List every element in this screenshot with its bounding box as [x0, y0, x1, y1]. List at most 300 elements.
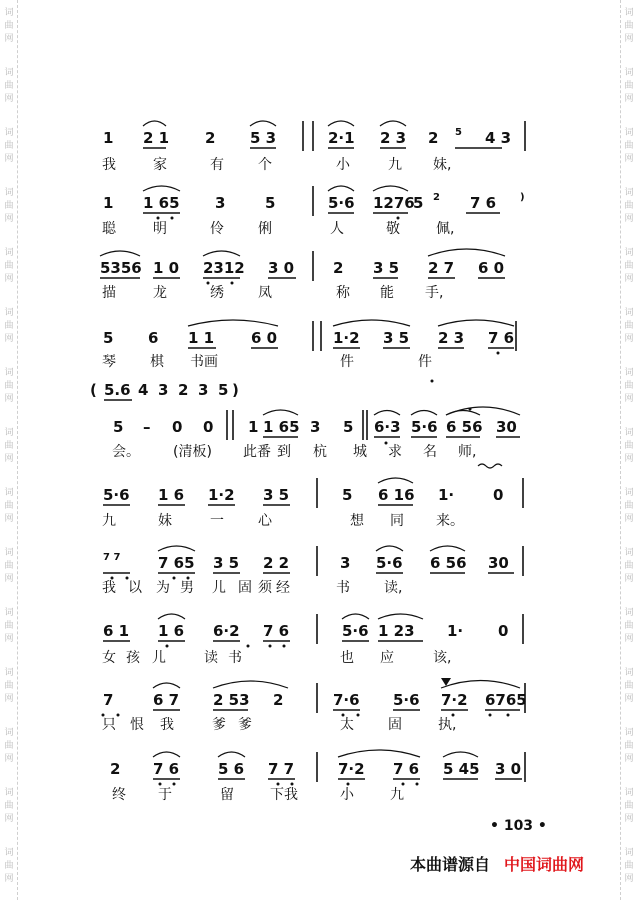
note-text: 5·6	[328, 194, 355, 212]
note-text: 6·3	[374, 418, 401, 436]
note-text: 1 65	[143, 194, 180, 212]
slur-arc	[250, 121, 276, 126]
watermark-char: 网	[4, 514, 14, 524]
note-text: 5.6	[104, 381, 131, 399]
watermark-char: 词	[624, 248, 634, 258]
watermark-char: 曲	[4, 141, 14, 151]
lyric-text: 有	[210, 157, 224, 173]
note-text: 5·6	[376, 554, 403, 572]
watermark-char: 词	[4, 368, 14, 378]
note-text: 4 3	[485, 129, 512, 147]
watermark-char: 曲	[4, 381, 14, 391]
watermark-char: 网	[624, 754, 634, 764]
note-text: 1·	[447, 622, 464, 640]
note-text: 0	[493, 486, 504, 504]
watermark-char: 曲	[624, 81, 634, 91]
lyric-text: 明	[153, 221, 167, 237]
watermark-char: 曲	[624, 21, 634, 31]
wave-mark	[478, 464, 502, 468]
watermark-char: 网	[624, 394, 634, 404]
note-text: 2	[428, 129, 439, 147]
watermark-char: 曲	[624, 261, 634, 271]
note-text: 1 1	[188, 329, 215, 347]
watermark-char: 词	[624, 608, 634, 618]
octave-dot	[157, 217, 160, 220]
note-text: 7 6	[153, 760, 180, 778]
watermark-char: 词	[624, 728, 634, 738]
note-text: 6 1	[103, 622, 130, 640]
watermark-char: 曲	[4, 741, 14, 751]
watermark-char: 词	[624, 548, 634, 558]
note-text: 1	[103, 194, 114, 212]
octave-dot	[277, 783, 280, 786]
lyric-text: 小	[336, 157, 350, 173]
octave-dot	[117, 714, 120, 717]
slur-arc	[100, 251, 140, 256]
slur-arc	[378, 614, 423, 619]
lyric-text: 会。	[112, 444, 140, 460]
watermark-char: 词	[4, 848, 14, 858]
note-text: 1 6	[158, 486, 185, 504]
note-text: 3	[158, 381, 169, 399]
slur-arc	[153, 752, 180, 757]
lyric-text: 人	[330, 221, 344, 237]
octave-dot	[291, 783, 294, 786]
note-text: 7 6	[470, 194, 497, 212]
slur-arc	[373, 186, 408, 191]
note-text: 7·6	[333, 691, 360, 709]
watermark-char: 曲	[624, 741, 634, 751]
lyric-text: 件	[340, 354, 354, 370]
watermark-char: 曲	[4, 321, 14, 331]
lyric-text: 下我	[270, 787, 298, 803]
octave-dot	[171, 217, 174, 220]
lyric-text: 九	[390, 787, 404, 803]
watermark-char: 词	[624, 308, 634, 318]
note-text: 6	[148, 329, 159, 347]
octave-dot	[397, 217, 400, 220]
watermark-char: 网	[624, 94, 634, 104]
slur-arc	[143, 121, 166, 126]
watermark-char: 词	[624, 488, 634, 498]
lyric-text: 同	[390, 513, 404, 529]
lyric-text: 城	[353, 444, 367, 460]
watermark-char: 网	[624, 514, 634, 524]
lyric-text: 该,	[433, 650, 452, 666]
lyric-text: 名	[423, 444, 437, 460]
lyric-text: 小	[340, 787, 354, 803]
watermark-char: 词	[4, 668, 14, 678]
watermark-char: 词	[624, 788, 634, 798]
note-text: 5·6	[393, 691, 420, 709]
note-text: 6 16	[378, 486, 415, 504]
lyric-text: 女	[102, 650, 116, 666]
note-text: (	[90, 381, 97, 399]
note-text: 2	[433, 192, 440, 203]
watermark-char: 网	[4, 754, 14, 764]
slur-arc	[153, 683, 180, 688]
note-text: 0	[498, 622, 509, 640]
lyric-text: 也	[340, 650, 354, 666]
note-text: 6 56	[430, 554, 467, 572]
lyric-text: 凤	[258, 285, 272, 301]
source-brand: 中国词曲网	[504, 855, 585, 874]
slur-arc	[441, 681, 520, 689]
watermark-char: 网	[4, 94, 14, 104]
note-text: 1	[103, 129, 114, 147]
lyric-text: 留	[220, 787, 234, 803]
ornament-dot	[469, 408, 472, 411]
watermark-char: 网	[4, 274, 14, 284]
slur-arc	[263, 410, 298, 415]
note-text: 7 6	[488, 329, 515, 347]
note-text: 3 0	[495, 760, 522, 778]
watermark-char: 词	[4, 8, 14, 18]
octave-dot	[126, 577, 129, 580]
watermark-char: 词	[624, 368, 634, 378]
slur-arc	[203, 251, 240, 256]
note-text: 5356	[100, 259, 142, 277]
ornament-dot	[431, 380, 434, 383]
lyric-text: 爹	[212, 717, 226, 733]
lyric-text: 应	[380, 650, 394, 666]
lyric-text: 书	[228, 650, 242, 666]
lyric-text: 到	[277, 444, 291, 460]
watermark-char: 曲	[4, 261, 14, 271]
note-text: 7 65	[158, 554, 195, 572]
octave-dot	[187, 577, 190, 580]
note-text: 7 6	[393, 760, 420, 778]
watermark-char: 词	[4, 488, 14, 498]
slur-arc	[446, 407, 520, 415]
slur-arc	[333, 320, 410, 326]
note-text: 7	[103, 691, 114, 709]
watermark-char: 词	[4, 68, 14, 78]
note-text: 6 0	[251, 329, 278, 347]
note-text: )	[520, 192, 525, 203]
note-text: 7·2	[338, 760, 365, 778]
note-text: 5·6	[342, 622, 369, 640]
note-text: 1276	[373, 194, 415, 212]
note-text: 2	[178, 381, 189, 399]
lyric-text: 俐	[258, 221, 272, 237]
watermark-char: 曲	[624, 321, 634, 331]
note-text: 2 3	[438, 329, 465, 347]
watermark-char: 曲	[624, 681, 634, 691]
watermark-char: 曲	[624, 861, 634, 871]
watermark-char: 曲	[624, 561, 634, 571]
note-text: 6 0	[478, 259, 505, 277]
lyric-text: 为	[156, 580, 170, 596]
octave-dot	[247, 645, 250, 648]
watermark-char: 曲	[4, 861, 14, 871]
watermark-char: 网	[4, 814, 14, 824]
note-text: 4	[138, 381, 149, 399]
watermark-char: 网	[4, 874, 14, 884]
octave-dot	[269, 645, 272, 648]
watermark-char: 网	[4, 34, 14, 44]
octave-dot	[111, 577, 114, 580]
note-text: 5	[343, 418, 354, 436]
watermark-char: 网	[624, 814, 634, 824]
note-text: 2	[333, 259, 344, 277]
note-text: 5·6	[411, 418, 438, 436]
watermark-char: 曲	[4, 801, 14, 811]
watermark-char: 网	[4, 694, 14, 704]
lyric-text: 孩	[126, 650, 140, 666]
watermark-char: 曲	[624, 441, 634, 451]
watermark-char: 网	[624, 454, 634, 464]
lyric-text: 读	[204, 650, 218, 666]
watermark-char: 词	[4, 428, 14, 438]
note-text: 1	[248, 418, 259, 436]
lyric-text: (清板)	[173, 444, 212, 460]
note-text: 6 56	[446, 418, 483, 436]
lyric-text: 想	[350, 513, 364, 529]
lyric-text: 能	[380, 285, 394, 301]
note-text: 1 23	[378, 622, 415, 640]
lyric-text: 龙	[153, 285, 167, 301]
lyric-text: 太	[340, 717, 354, 733]
note-text: 6765	[485, 691, 527, 709]
lyric-text: 经	[276, 580, 290, 596]
note-text: 5·6	[103, 486, 130, 504]
watermark-char: 网	[4, 574, 14, 584]
watermark-char: 网	[4, 394, 14, 404]
note-text: 3 5	[213, 554, 240, 572]
note-text: 5 3	[250, 129, 277, 147]
octave-dot	[207, 282, 210, 285]
watermark-char: 曲	[624, 621, 634, 631]
slur-arc	[342, 614, 369, 619]
watermark-char: 曲	[4, 441, 14, 451]
lyric-text: 件	[418, 354, 432, 370]
lyric-text: 我	[160, 717, 174, 733]
watermark-char: 词	[4, 248, 14, 258]
lyric-text: 棋	[150, 354, 164, 370]
note-text: 30	[496, 418, 517, 436]
watermark-char: 网	[624, 334, 634, 344]
lyric-text: 敬	[386, 221, 400, 237]
note-text: 1·2	[208, 486, 235, 504]
slur-arc	[438, 320, 514, 326]
note-text: 3	[340, 554, 351, 572]
watermark-char: 网	[624, 214, 634, 224]
note-text: 5 6	[218, 760, 245, 778]
lyric-text: 聪	[102, 221, 116, 237]
lyric-text: 儿	[212, 580, 226, 596]
note-text: 0	[172, 418, 183, 436]
lyric-text: 书画	[190, 354, 218, 370]
lyric-text: 伶	[210, 221, 224, 237]
watermark-char: 词	[624, 128, 634, 138]
slur-arc	[218, 752, 245, 757]
slur-arc	[378, 478, 413, 483]
note-text: 3	[198, 381, 209, 399]
lyric-text: 儿	[152, 650, 166, 666]
octave-dot	[159, 783, 162, 786]
slur-arc	[338, 750, 420, 757]
note-text: 5	[342, 486, 353, 504]
note-text: 5	[413, 194, 424, 212]
lyric-text: 书	[336, 580, 350, 596]
note-text: 5	[218, 381, 229, 399]
watermark-char: 词	[624, 848, 634, 858]
octave-dot	[416, 783, 419, 786]
watermark-char: 网	[624, 634, 634, 644]
lyric-text: 绣	[210, 285, 224, 301]
note-text: 2	[273, 691, 284, 709]
watermark-char: 曲	[624, 201, 634, 211]
lyric-text: 称	[336, 285, 350, 301]
lyric-text: 九	[388, 157, 402, 173]
note-text: 1 65	[263, 418, 300, 436]
lyric-text: 须	[258, 580, 272, 596]
slur-arc	[411, 411, 437, 416]
watermark-char: 网	[4, 214, 14, 224]
note-text: 3	[310, 418, 321, 436]
lyric-text: 此番	[243, 444, 271, 460]
slur-arc	[158, 614, 185, 619]
lyric-text: 手,	[425, 285, 444, 301]
octave-dot	[173, 577, 176, 580]
octave-dot	[385, 442, 388, 445]
watermark-char: 词	[624, 8, 634, 18]
note-text: 3 0	[268, 259, 295, 277]
note-text: 3	[215, 194, 226, 212]
slur-arc	[374, 411, 400, 416]
source-label: 本曲谱源自	[410, 855, 491, 874]
octave-dot	[347, 783, 350, 786]
note-text: 7 6	[263, 622, 290, 640]
watermark-char: 词	[624, 668, 634, 678]
lyric-text: 心	[258, 513, 272, 529]
note-text: 5	[113, 418, 124, 436]
watermark-char: 词	[4, 308, 14, 318]
watermark-char: 曲	[4, 501, 14, 511]
lyric-text: 恨	[130, 717, 144, 733]
octave-dot	[166, 645, 169, 648]
note-text: 1 6	[158, 622, 185, 640]
watermark-char: 词	[4, 608, 14, 618]
lyric-text: 爹	[238, 717, 252, 733]
lyric-text: 来。	[436, 513, 464, 529]
lyric-text: 妹	[158, 513, 172, 529]
lyric-text: 固	[388, 717, 402, 733]
note-text: 1·	[438, 486, 455, 504]
note-text: 2312	[203, 259, 245, 277]
lyric-text: 以	[128, 580, 142, 596]
source-footer	[410, 852, 584, 875]
note-text: 6 7	[153, 691, 180, 709]
slur-arc	[376, 546, 403, 551]
lyric-text: 杭	[313, 444, 327, 460]
watermark-char: 词	[4, 728, 14, 738]
watermark-char: 网	[624, 574, 634, 584]
note-text: 3 5	[373, 259, 400, 277]
slur-arc	[430, 546, 465, 551]
watermark-char: 曲	[624, 381, 634, 391]
watermark-char: 网	[4, 154, 14, 164]
note-text: 2 1	[143, 129, 170, 147]
page-number: • 103 •	[490, 818, 547, 834]
lyric-text: 家	[153, 157, 167, 173]
watermark-char: 网	[4, 334, 14, 344]
lyric-text: 佩,	[436, 221, 455, 237]
note-text: 7 7	[103, 552, 121, 563]
slur-arc	[328, 121, 354, 126]
octave-dot	[497, 352, 500, 355]
lyric-text: 只	[102, 717, 116, 733]
slur-arc	[328, 186, 354, 191]
lyric-text: 妹,	[433, 157, 452, 173]
octave-dot	[507, 714, 510, 717]
lyric-text: 琴	[102, 354, 116, 370]
note-text: 2 53	[213, 691, 250, 709]
watermark-char: 词	[4, 788, 14, 798]
note-text: 7·2	[441, 691, 468, 709]
octave-dot	[173, 783, 176, 786]
watermark-char: 网	[4, 634, 14, 644]
slur-arc	[188, 320, 278, 326]
slur-arc	[158, 546, 195, 551]
note-text: 2 7	[428, 259, 455, 277]
octave-dot	[402, 783, 405, 786]
lyric-text: 我	[102, 580, 116, 596]
note-text: 2	[110, 760, 121, 778]
watermark-char: 曲	[624, 141, 634, 151]
note-text: –	[143, 418, 151, 436]
note-text: )	[232, 381, 239, 399]
watermark-char: 网	[624, 694, 634, 704]
lyric-text: 求	[388, 444, 402, 460]
watermark-char: 曲	[624, 801, 634, 811]
watermark-char: 曲	[4, 681, 14, 691]
octave-dot	[357, 714, 360, 717]
note-text: 5	[265, 194, 276, 212]
watermark-char: 网	[624, 154, 634, 164]
lyric-text: 描	[102, 285, 116, 301]
lyric-text: 九	[102, 513, 116, 529]
slur-arc	[380, 121, 406, 126]
lyric-text: 终	[112, 787, 126, 803]
slur-arc	[428, 249, 505, 256]
lyric-text: 男	[180, 580, 194, 596]
note-text: 1·2	[333, 329, 360, 347]
lyric-text: 师,	[458, 444, 477, 460]
note-text: 2 3	[380, 129, 407, 147]
watermark-char: 曲	[4, 201, 14, 211]
watermark-char: 曲	[4, 21, 14, 31]
octave-dot	[283, 645, 286, 648]
octave-dot	[231, 282, 234, 285]
note-text: 5	[103, 329, 114, 347]
watermark-char: 网	[624, 874, 634, 884]
slur-arc	[443, 752, 478, 757]
note-text: 3 5	[383, 329, 410, 347]
note-text: 2 2	[263, 554, 290, 572]
watermark-char: 词	[624, 188, 634, 198]
watermark-char: 词	[4, 128, 14, 138]
note-text: 6·2	[213, 622, 240, 640]
lyric-text: 读,	[384, 580, 403, 596]
watermark-char: 曲	[4, 561, 14, 571]
note-text: 2·1	[328, 129, 355, 147]
lyric-text: 我	[102, 157, 116, 173]
lyric-text: 于	[158, 787, 172, 803]
slur-arc	[143, 186, 180, 191]
octave-dot	[489, 714, 492, 717]
